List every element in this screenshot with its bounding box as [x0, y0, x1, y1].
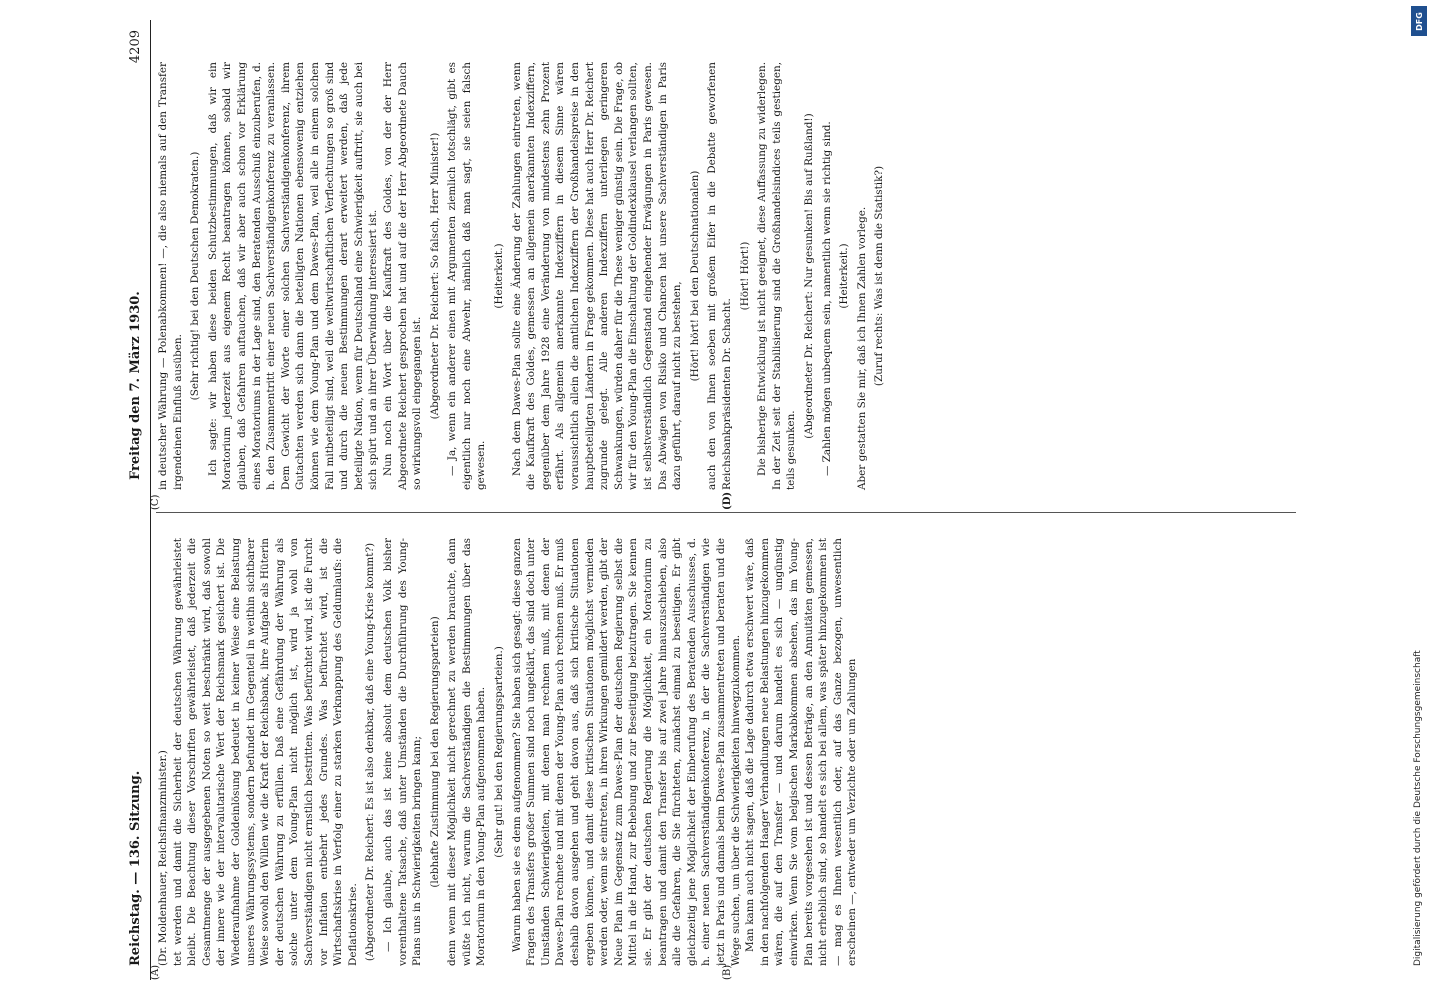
document-page — [122, 20, 1302, 980]
interjection: (Sehr gut! bei den Regierungsparteien.) — [493, 646, 506, 858]
interjection: (Hört! Hört!) — [738, 241, 751, 311]
page-header — [122, 20, 150, 980]
credit-text: Digitalisierung gefördert durch die Deutsche Forschungsgemeinschaft — [1413, 650, 1423, 966]
paragraph: — Ich glaube, auch das ist keine absolut dem deutschen Volk bisher vorenthaltene Tatsache, daß unter Umständen die Durchführung des Young-Plans uns in Schwierigkeiten bringen kann; — [381, 538, 424, 966]
margin-mark-a: (A) — [150, 964, 161, 980]
column-divider — [156, 512, 1296, 513]
dfg-logo: DFG — [1411, 6, 1427, 36]
interjection: (Heiterkeit.) — [838, 243, 851, 309]
interjection: (Heiterkeit.) — [493, 243, 506, 309]
paragraph: Aber gestatten Sie mir, daß ich Ihnen Zahlen vorlege. — [855, 206, 868, 490]
paragraph: Ich sagte: wir haben diese beiden Schutzbestimmungen, daß wir ein Moratorium jederzeit aus eigenem Recht beantragen können, sobald wir glauben, daß Gefahren auftauchen, daß wir aber auch schon vor Erklärung eines Moratoriums in der Lage sind, den Beratenden Ausschuß einzuberufen, d. h. den Zusammentritt einer neuen Sachverständigenkonferenz zu veranlassen. Dem Gewicht der Worte einer solchen Sachverständigenkonferenz, ihrem Gutachten werden sich dann die beteiligten Nationen ebensowenig entziehen können wie dem Young-Plan und dem Dawes-Plan, weil alle in einem solchen Fall mitbeteiligt sind, weil die weltwirtschaftlichen Verflechtungen so groß sind und durch die neuen Bestimmungen derart erweitert werden, daß jede beteiligte Nation, wenn für Deutschland eine Schwierigkeit auftritt, sie auch bei sich spürt und an ihrer Überwindung interessiert ist. — [206, 62, 380, 490]
interjection: (Abgeordneter Dr. Reichert: Es ist also denkbar, daß eine Young-Krise kommt?) — [364, 542, 377, 962]
paragraph: Warum haben sie es denn aufgenommen? Sie haben sich gesagt: diese ganzen Fragen des Transfers großer Summen sind noch ungeklärt, das sind doch unter Umständen Schwierigkeiten, mit denen man rechnen muß, mit denen der Dawes-Plan rechnete und mit denen der Young-Plan auch rechnen muß. Er muß deshalb davon ausgehen und geht davon aus, daß sich kritische Situationen ergeben können, und damit diese kritischen Situationen möglichst vermieden werden oder, wenn sie eintreten, in ihren Wirkungen gemildert werden, gibt der Neue Plan im Gegensatz zum Dawes-Plan der deutschen Regierung selbst die Mittel in die Hand, zur Behebung und zur Beseitigung beizutragen. Sie kennen sie. Er gibt der deutschen Regierung die Möglichkeit, ein Moratorium zu beantragen und damit den Transfer bis auf zwei Jahre hinauszuschieben, also alle die Gefahren, die Sie fürchteten, zunächst einmal zu beseitigen. Er gibt gleichzeitig jene Möglichkeit der Einberufung des Beratenden Ausschusses, d. h. einer neuen Sachverständigenkonferenz, in der die Sachverständigen wie jetzt in Paris und damals beim Dawes-Plan zusammentreten und beraten und die Wege suchen, um über die Schwierigkeiten hinwegzukommen. — [510, 538, 742, 966]
margin-mark-c: (C) — [150, 494, 161, 510]
paragraph: — Ja, wenn ein anderer einen mit Argumenten ziemlich totschlägt, gibt es eigentlich nur noch eine Abwehr, nämlich daß man sagt, sie seien falsch gewesen. — [446, 62, 488, 490]
interjection: (Sehr richtig! bei den Deutschen Demokraten.) — [189, 151, 202, 401]
margin-mark-b: (B) — [722, 964, 733, 980]
interjection: (Hört! hört! bei den Deutschnationalen) — [688, 170, 701, 382]
margin-mark-d: (D) — [722, 491, 733, 510]
text-column-right — [156, 62, 890, 490]
interjection: (lebhafte Zustimmung bei den Regierungsparteien) — [428, 616, 441, 888]
paragraph: Man kann auch nicht sagen, daß die Lage dadurch etwa erschwert wäre, daß in den nachfolgenden Haager Verhandlungen neue Belastungen hinzugekommen wären, die auf den Transfer — und darum handelt es sich — ungünstig einwirken. Wenn Sie vom belgischen Markabkommen absehen, das im Young-Plan bereits vorgesehen ist und dessen Beträge, an den Annuitäten gemessen, nicht erheblich sind, so handelt es sich bei allem, was später hinzugekommen ist — mag es Ihnen wesentlich oder, auf das Ganze bezogen, unwesentlich erscheinen —, entweder um Verzichte oder um Zahlungen — [744, 538, 859, 966]
digitization-credit — [1405, 6, 1433, 994]
interjection: (Zuruf rechts: Was ist denn die Statistik?) — [873, 165, 886, 387]
paragraph: auch den von Ihnen soeben mit großem Eifer in die Debatte geworfenen Reichsbankpräsidenten Dr. Schacht. — [706, 62, 733, 490]
interjection: (Abgeordneter Dr. Reichert: Nur gesunken! Bis auf Rußland!) — [802, 113, 815, 439]
paragraph: Nach dem Dawes-Plan sollte eine Änderung der Zahlungen eintreten, wenn die Kaufkraft des Goldes, gemessen an allgemein anerkannten Indexziffern, gegenüber dem Jahre 1928 eine Veränderung von mindestens zehn Prozent erfährt. Als allgemein anerkannte Indexziffern in diesem Sinne wären voraussichtlich allein die amtlichen Indexziffern der Großhandelspreise in den hauptbeteiligten Ländern in Frage gekommen. Diese hat auch Herr Dr. Reichert zugrunde gelegt. Alle anderen Indexziffern unterliegen geringeren Schwankungen, würden daher für die These weniger günstig sein. Die Frage, ob wir für den Young-Plan die Einschaltung der Goldindexklausel verlangen sollten, ist selbstverständlich Gegenstand eingehender Erwägungen in Paris gewesen. Das Abwägen von Risiko und Chancen hat unsere Sachverständigen in Paris dazu geführt, darauf nicht zu bestehen, — [510, 62, 684, 490]
paragraph: Nun noch ein Wort über die Kaufkraft des Goldes, von der der Herr Abgeordnete Reichert gesprochen hat und auf die der Herr Abgeordnete Dauch so wirkungsvoll eingegangen ist. — [381, 62, 424, 490]
paragraph: Die bisherige Entwicklung ist nicht geeignet, diese Auffassung zu widerlegen. In der Zeit seit der Stabilisierung sind die Großhandelsindices teils gestiegen, teils gesunken. — [756, 62, 798, 490]
paragraph: (Dr. Moldenhauer, Reichsfinanzminister.) — [157, 750, 169, 966]
paragraph: tet werden und damit die Sicherheit der deutschen Währung gewährleistet bleibt. Die Beachtung dieser Vorschriften gewährleistet, daß jederzeit die Gesamtmenge der ausgegebenen Noten so weit beschränkt wird, daß sowohl der innere wie der intervalutarische Wert der Reichsmark gesichert ist. Die Wiederaufnahme der Goldeinlösung bedeutet in keiner Weise eine Belastung unseres Währungssystems, sondern befundet im Gegenteil in weithin sichtbarer Weise sowohl den Willen wie die Kraft der Reichsbank, ihre Aufgabe als Hüterin der deutschen Währung zu erfüllen. Daß eine Gefährdung der Währung als solche unter dem Young-Plan nicht möglich ist, wird ja wohl von Sachverständigen nicht ernstlich bestritten. Was befürchtet wird, ist die Furcht vor Inflation entbehrt jedes Grundes. Was befürchtet wird, ist die Wirtschaftskrise in Verfolg einer zu starken Verknappung des Geldumlaufs: die Deflationskrise. — [171, 538, 359, 966]
paragraph: in deutscher Währung — Polenabkommen! —, die also niemals auf den Transfer irgendeinen Einfluß ausüben. — [157, 62, 184, 490]
header-left: Reichstag. — 136. Sitzung. — [128, 770, 143, 966]
text-column-left — [156, 538, 860, 966]
paragraph: denn wenn mit dieser Möglichkeit nicht gerechnet zu werden brauchte, dann wüßte ich nicht, warum die Sachverständigen die Bestimmungen über das Moratorium in den Young-Plan aufgenommen haben. — [446, 538, 488, 966]
header-date: Freitag den 7. März 1930. — [128, 291, 143, 480]
interjection: (Abgeordneter Dr. Reichert: So falsch, Herr Minister!) — [428, 132, 441, 420]
paragraph: — Zahlen mögen unbequem sein, namentlich wenn sie richtig sind. — [820, 121, 833, 476]
page-number: 4209 — [128, 30, 143, 64]
